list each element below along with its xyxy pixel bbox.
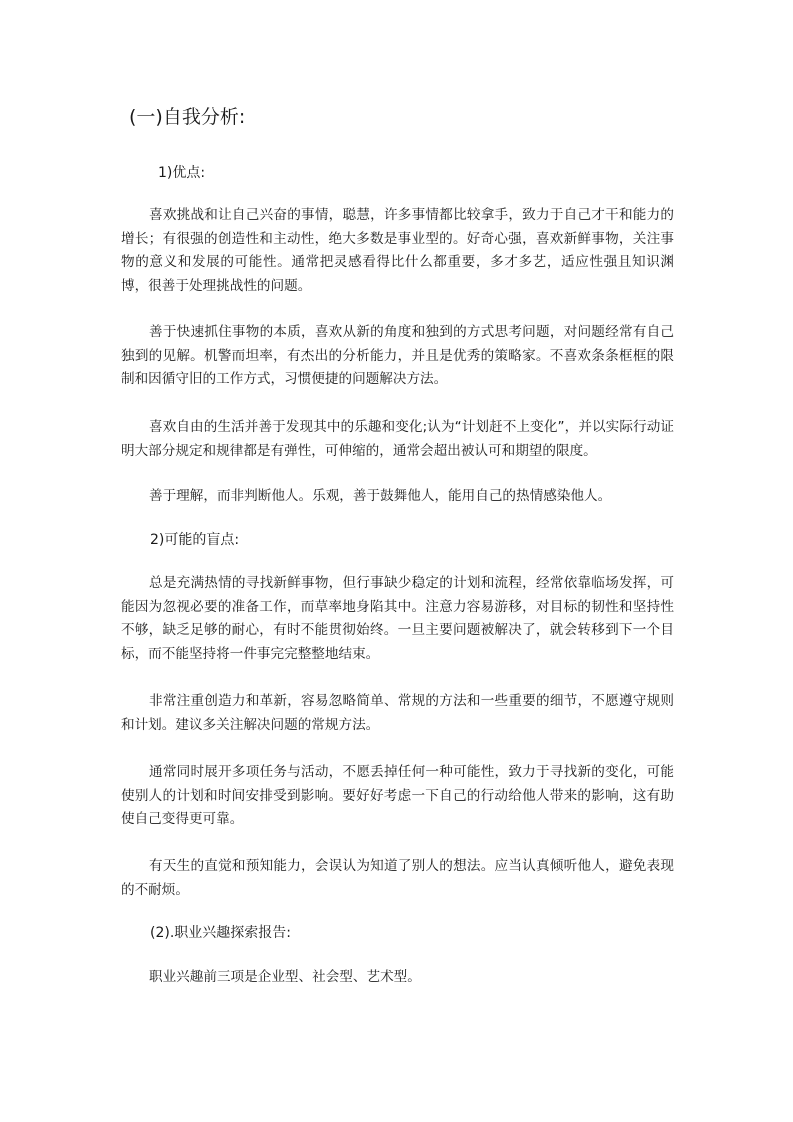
strengths-paragraph: 善于快速抓住事物的本质，喜欢从新的角度和独到的方式思考问题，对问题经常有自己独到的见解。机警而坦率，有杰出的分析能力，并且是优秀的策略家。不喜欢条条框框的限制和因循守旧的工作方式，习惯便捷的问题解决方法。 [121,324,674,387]
blind-spots-paragraph: 总是充满热情的寻找新鲜事物，但行事缺少稳定的计划和流程，经常依靠临场发挥，可能因为忽视必要的准备工作，而草率地身陷其中。注意力容易游移，对目标的韧性和坚持性不够，缺乏足够的耐心，有时不能贯彻始终。一旦主要问题被解决了，就会转移到下一个目标，而不能坚持将一件事完完整整地结束。 [121,575,674,662]
blind-spots-paragraph: 非常注重创造力和革新，容易忽略简单、常规的方法和一些重要的细节，不愿遵守规则和计划。建议多关注解决问题的常规方法。 [121,693,674,733]
blind-spots-heading: 2)可能的盲点: [150,532,240,548]
blind-spots-paragraph: 有天生的直觉和预知能力，会误认为知道了别人的想法。应当认真倾听他人，避免表现的不耐烦。 [121,858,674,898]
career-summary: 职业兴趣前三项是企业型、社会型、艺术型。 [149,969,421,985]
strengths-paragraph: 善于理解，而非判断他人。乐观，善于鼓舞他人，能用自己的热情感染他人。 [149,488,612,504]
strengths-paragraph: 喜欢挑战和让自己兴奋的事情，聪慧，许多事情都比较拿手，致力于自己才干和能力的增长；有很强的创造性和主动性，绝大多数是事业型的。好奇心强，喜欢新鲜事物，关注事物的意义和发展的可能性。通常把灵感看得比什么都重要，多才多艺，适应性强且知识渊博，很善于处理挑战性的问题。 [121,207,674,294]
career-heading: (2).职业兴趣探索报告: [150,925,291,941]
section-title: (一)自我分析: [129,106,246,128]
strengths-heading: 1)优点: [158,165,206,181]
strengths-paragraph: 喜欢自由的生活并善于发现其中的乐趣和变化;认为“计划赶不上变化”，并以实际行动证明大部分规定和规律都是有弹性，可伸缩的，通常会超出被认可和期望的限度。 [121,419,674,459]
blind-spots-paragraph: 通常同时展开多项任务与活动，不愿丢掉任何一种可能性，致力于寻找新的变化，可能使别人的计划和时间安排受到影响。要好好考虑一下自己的行动给他人带来的影响，这有助使自己变得更可靠。 [121,764,674,827]
